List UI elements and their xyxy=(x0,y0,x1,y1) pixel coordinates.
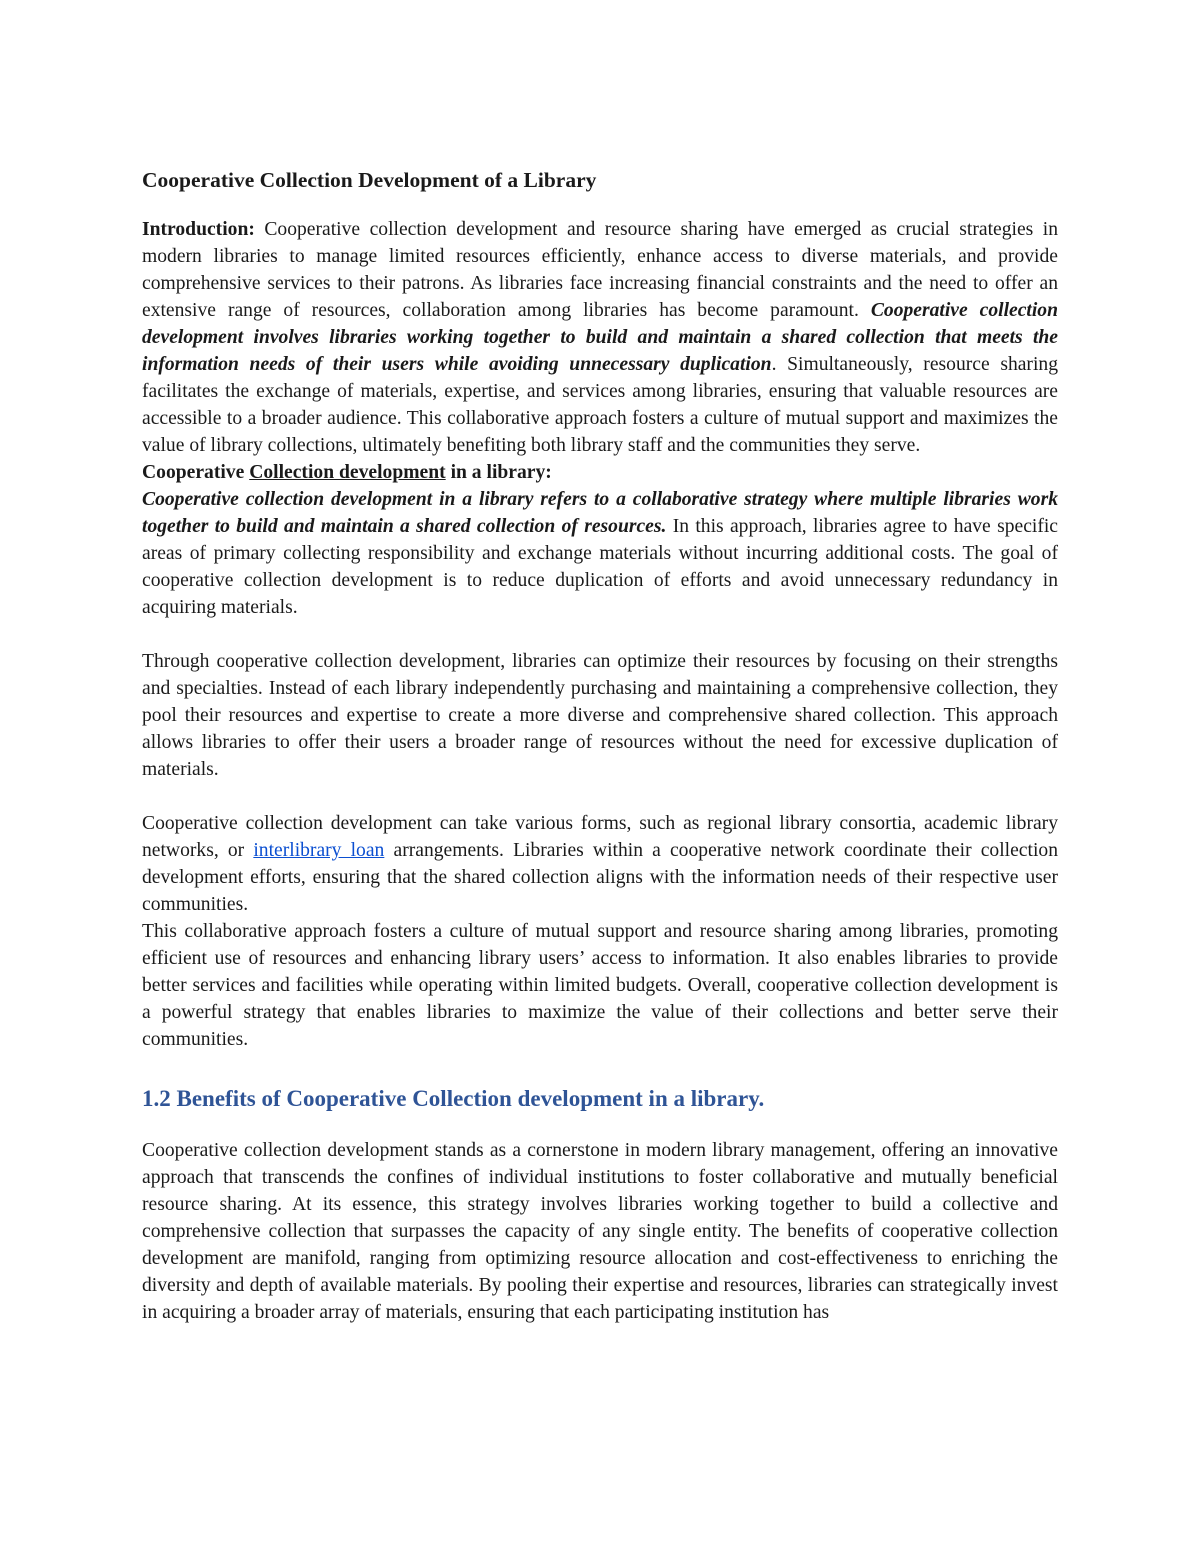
paragraph-5: Cooperative collection development stands as a cornerstone in modern library management, offering an innovative approach that transcends the confines of individual institutions to foster collaborative and mutually beneficial resource sharing. At its essence, this strategy involves libraries working together to build a collective and comprehensive collection that surpasses the capacity of any single entity. The benefits of cooperative collection development are manifold, ranging from optimizing resource allocation and cost-effectiveness to enriching the diversity and depth of available materials. By pooling their expertise and resources, libraries can strategically invest in acquiring a broader array of materials, ensuring that each participating institution has xyxy=(142,1140,1058,1323)
definition-emphasis: Cooperative collection development in a library refers to a collaborative strategy where multiple libraries work together to build and maintain a shared collection of resources. xyxy=(142,489,1058,537)
subheading xyxy=(142,459,1058,486)
paragraph-4: This collaborative approach fosters a culture of mutual support and resource sharing among libraries, promoting efficient use of resources and enhancing library users’ access to information. It also enables libraries to provide better services and facilities while operating within limited budgets. Overall, cooperative collection development is a powerful strategy that enables libraries to maximize the value of their collections and better serve their communities. xyxy=(142,921,1058,1050)
paragraph-2: Through cooperative collection development, libraries can optimize their resources by focusing on their strengths and specialties. Instead of each library independently purchasing and maintaining a comprehensive collection, they pool their resources and expertise to create a more diverse and comprehensive shared collection. This approach allows libraries to offer their users a broader range of resources without the need for excessive duplication of materials. xyxy=(142,651,1058,780)
definition-text: In this approach, libraries agree to have specific areas of primary collecting responsibility and exchange materials without incurring additional costs. The goal of cooperative collection development is to reduce duplication of efforts and avoid unnecessary redundancy in acquiring materials. xyxy=(142,516,1058,618)
paragraph-3-after-link: arrangements. Libraries within a cooperative network coordinate their collection development efforts, ensuring that the shared collection aligns with the information needs of their respective user communities. xyxy=(142,840,1058,915)
document-title: Cooperative Collection Development of a Library xyxy=(142,168,597,192)
subheading-part-2: in a library: xyxy=(445,462,552,483)
intro-label: Introduction: xyxy=(142,219,255,240)
definition-paragraph xyxy=(142,486,1058,621)
intro-text-1: Cooperative collection development and resource sharing have emerged as crucial strategies in modern libraries to manage limited resources efficiently, enhance access to diverse materials, and provide comprehensive services to their patrons. As libraries face increasing financial constraints and the need to offer an extensive range of resources, collaboration among libraries has become paramount. xyxy=(142,219,1058,321)
paragraph-gap xyxy=(142,783,1058,810)
interlibrary-loan-link[interactable]: interlibrary loan xyxy=(253,840,385,861)
paragraph-3-before-link: Cooperative collection development can take various forms, such as regional library consortia, academic library networks, or xyxy=(142,813,1058,861)
section-heading-benefits: 1.2 Benefits of Cooperative Collection development in a library. xyxy=(142,1086,765,1111)
intro-text-2: . Simultaneously, resource sharing facilitates the exchange of materials, expertise, and services among libraries, ensuring that valuable resources are accessible to a broader audience. This collaborative approach fosters a culture of mutual support and maximizes the value of library collections, ultimately benefiting both library staff and the communities they serve. xyxy=(142,354,1058,456)
subheading-underlined: Collection development xyxy=(249,462,446,483)
intro-emphasis: Cooperative collection development involves libraries working together to build and maintain a shared collection that meets the information needs of their users while avoiding unnecessary duplication xyxy=(142,300,1058,375)
intro-paragraph xyxy=(142,216,1058,459)
subheading-part-1: Cooperative xyxy=(142,462,250,483)
paragraph-3 xyxy=(142,810,1058,918)
paragraph-gap xyxy=(142,621,1058,648)
document-page xyxy=(142,166,1058,1326)
